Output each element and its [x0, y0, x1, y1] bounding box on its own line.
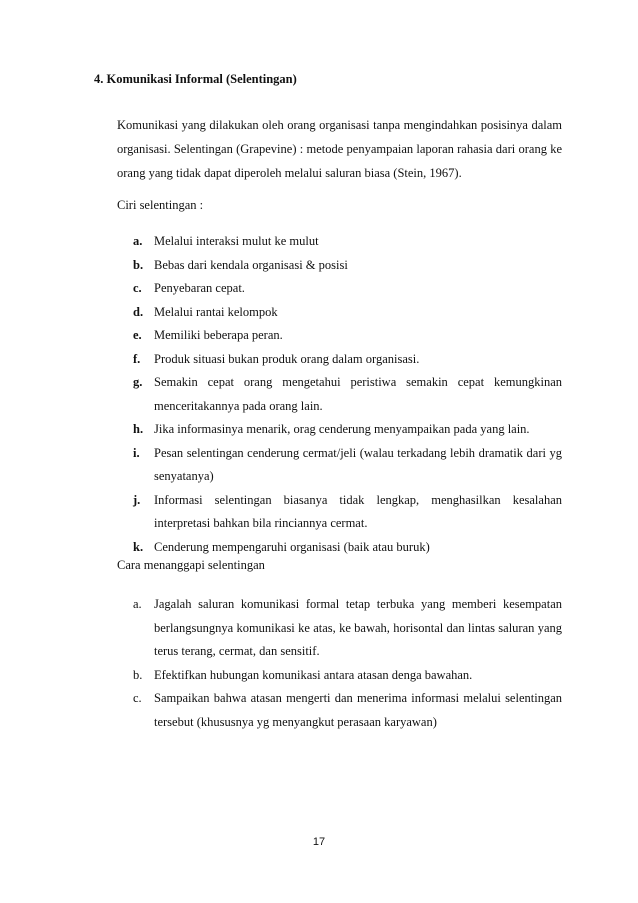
list-letter: d. [133, 304, 144, 319]
list-text: Produk situasi bukan produk orang dalam organisasi. [154, 351, 420, 366]
list-text: Cenderung mempengaruhi organisasi (baik atau buruk) [154, 539, 430, 554]
list-item [133, 442, 562, 489]
list-text: Memiliki beberapa peran. [154, 328, 283, 342]
list-letter: j. [133, 492, 141, 507]
list-item [133, 230, 562, 254]
list-letter: b. [133, 257, 144, 272]
list-letter: h. [133, 422, 144, 436]
list-item [133, 418, 562, 442]
list-item [133, 536, 562, 560]
list-text: Jika informasinya menarik, orag cenderung menyampaikan pada yang lain. [154, 422, 530, 436]
list-letter: g. [133, 375, 143, 389]
list-item [133, 348, 562, 372]
list-letter: b. [133, 667, 143, 682]
list-letter: c. [133, 281, 142, 295]
list-text: Semakin cepat orang mengetahui peristiwa semakin cepat kemungkinan menceritakannya pada orang lain. [154, 375, 562, 413]
list-text: Penyebaran cepat. [154, 281, 245, 295]
list-item [133, 371, 562, 418]
list-item [133, 254, 562, 278]
cara-list [133, 593, 562, 734]
list-item [133, 277, 562, 301]
list-item [133, 324, 562, 348]
list-text: Sampaikan bahwa atasan mengerti dan menerima informasi melalui selentingan tersebut (khususnya yg menyangkut perasaan karyawan) [154, 691, 562, 729]
list-text: Pesan selentingan cenderung cermat/jeli (walau terkadang lebih dramatik dari yg senyatanya) [154, 445, 562, 483]
page-number: 17 [312, 836, 326, 848]
list-item [133, 489, 562, 536]
list-text: Jagalah saluran komunikasi formal tetap terbuka yang memberi kesempatan berlangsungnya komunikasi ke atas, ke bawah, horisontal dan lintas saluran yang terus terang, cermat, dan sensitif. [154, 597, 562, 658]
list-item [133, 664, 562, 688]
list-item [133, 593, 562, 664]
ciri-list [133, 230, 562, 559]
list-letter: c. [133, 691, 142, 705]
intro-paragraph: Komunikasi yang dilakukan oleh orang organisasi tanpa mengindahkan posisinya dalam organisasi. Selentingan (Grapevine) : metode penyampaian laporan rahasia dari orang ke orang yang tidak dapat diperoleh melalui saluran biasa (Stein, 1967). [117, 118, 562, 180]
list-letter: i. [133, 445, 140, 460]
list-item [133, 687, 562, 734]
list-text: Melalui rantai kelompok [154, 304, 278, 319]
list-letter: e. [133, 328, 142, 342]
list-letter: a. [133, 234, 143, 248]
list-item [133, 301, 562, 325]
list-text: Efektifkan hubungan komunikasi antara atasan denga bawahan. [154, 667, 473, 682]
list-letter: f. [133, 351, 141, 366]
ciri-label: Ciri selentingan : [117, 198, 204, 212]
list-text: Bebas dari kendala organisasi & posisi [154, 257, 348, 272]
list-letter: a. [133, 597, 142, 611]
list-text: Informasi selentingan biasanya tidak lengkap, menghasilkan kesalahan interpretasi bahkan bila rinciannya cermat. [154, 492, 562, 530]
list-text: Melalui interaksi mulut ke mulut [154, 234, 319, 248]
list-letter: k. [133, 539, 144, 554]
section-heading: 4. Komunikasi Informal (Selentingan) [94, 72, 297, 86]
cara-label: Cara menanggapi selentingan [117, 558, 265, 572]
